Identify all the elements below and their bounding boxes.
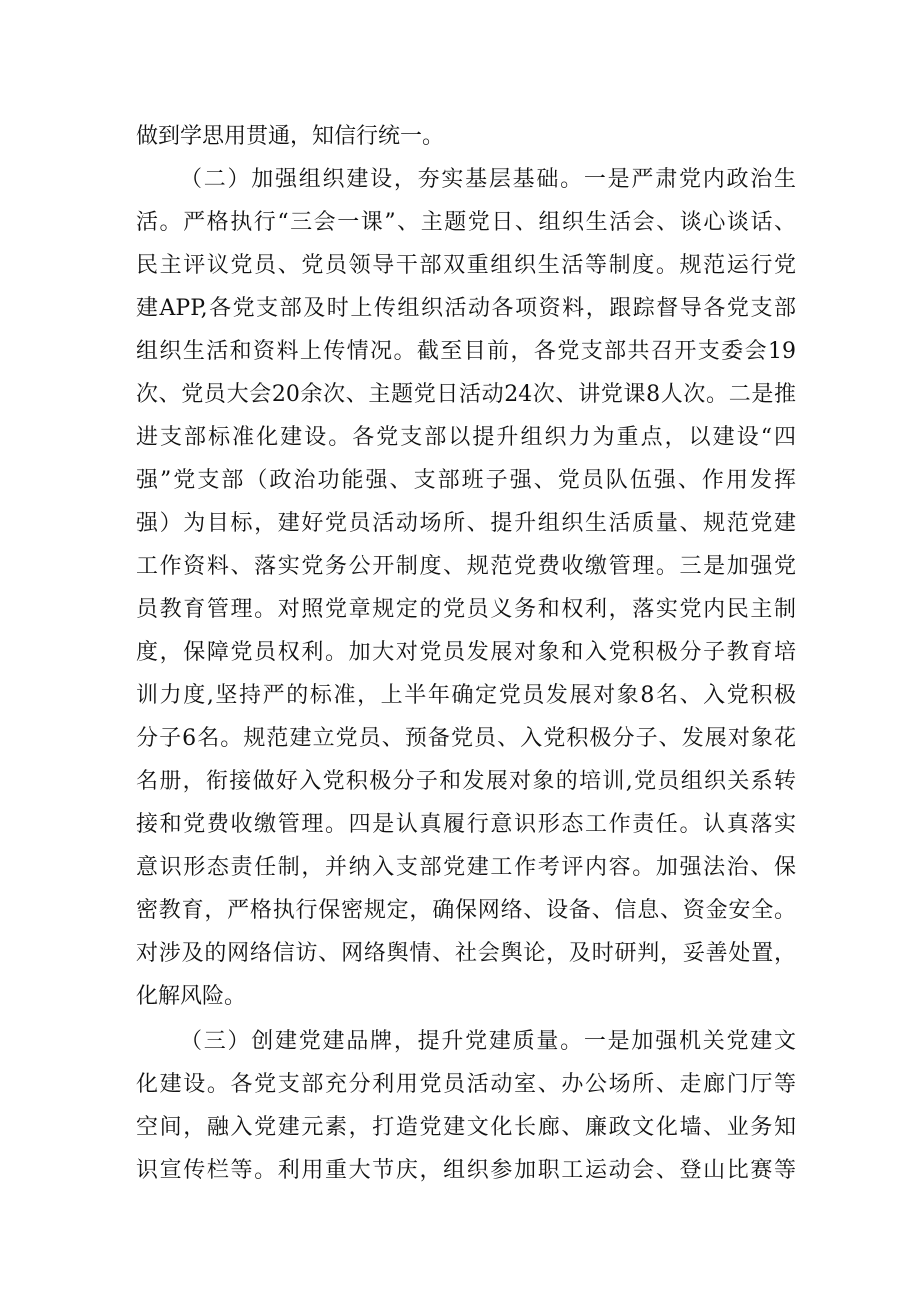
paragraph-line: 度，保障党员权利。加大对党员发展对象和入党积极分子教育培: [136, 640, 796, 665]
paragraph-line: 活。严格执行“三会一课”、主题党日、组织生活会、谈心谈话、: [136, 210, 796, 235]
section-heading-line: （二）加强组织建设，夯实基层基础。一是严肃党内政治生: [180, 167, 796, 192]
paragraph-line: 密教育，严格执行保密规定，确保网络、设备、信息、资金安全。: [136, 898, 796, 923]
paragraph-line: 强”党支部（政治功能强、支部班子强、党员队伍强、作用发挥: [136, 468, 796, 493]
paragraph-line: 进支部标准化建设。各党支部以提升组织力为重点，以建设“四: [136, 425, 796, 450]
paragraph-line: 对涉及的网络信访、网络舆情、社会舆论，及时研判，妥善处置，: [136, 941, 796, 966]
paragraph-line: 员教育管理。对照党章规定的党员义务和权利，落实党内民主制: [136, 597, 796, 622]
paragraph-line: 识宣传栏等。利用重大节庆，组织参加职工运动会、登山比赛等: [136, 1158, 796, 1183]
paragraph-line: 民主评议党员、党员领导干部双重组织生活等制度。规范运行党: [136, 253, 796, 278]
paragraph-line: 做到学思用贯通，知信行统一。: [136, 124, 445, 149]
paragraph-line: 空间，融入党建元素，打造党建文化长廊、廉政文化墙、业务知: [136, 1115, 796, 1140]
paragraph-line: 工作资料、落实党务公开制度、规范党费收缴管理。三是加强党: [136, 554, 796, 579]
paragraph-line: 次、党员大会20余次、主题党日活动24次、讲党课8人次。二是推: [136, 382, 796, 407]
paragraph-line: 分子6名。规范建立党员、预备党员、入党积极分子、发展对象花: [136, 726, 796, 751]
paragraph-line: 化建设。各党支部充分利用党员活动室、办公场所、走廊门厅等: [136, 1072, 796, 1097]
paragraph-line: 建APP,各党支部及时上传组织活动各项资料，跟踪督导各党支部: [136, 296, 796, 321]
paragraph-line: 名册，衔接做好入党积极分子和发展对象的培训,党员组织关系转: [136, 769, 796, 794]
paragraph-line: 意识形态责任制，并纳入支部党建工作考评内容。加强法治、保: [136, 855, 796, 880]
paragraph-line: 强）为目标，建好党员活动场所、提升组织生活质量、规范党建: [136, 511, 796, 536]
section-heading-line: （三）创建党建品牌，提升党建质量。一是加强机关党建文: [180, 1029, 796, 1054]
paragraph-line: 接和党费收缴管理。四是认真履行意识形态工作责任。认真落实: [136, 812, 796, 837]
paragraph-line: 组织生活和资料上传情况。截至目前，各党支部共召开支委会19: [136, 339, 796, 364]
paragraph-line: 训力度,坚持严的标准，上半年确定党员发展对象8名、入党积极: [136, 683, 796, 708]
paragraph-line: 化解风险。: [136, 984, 247, 1009]
